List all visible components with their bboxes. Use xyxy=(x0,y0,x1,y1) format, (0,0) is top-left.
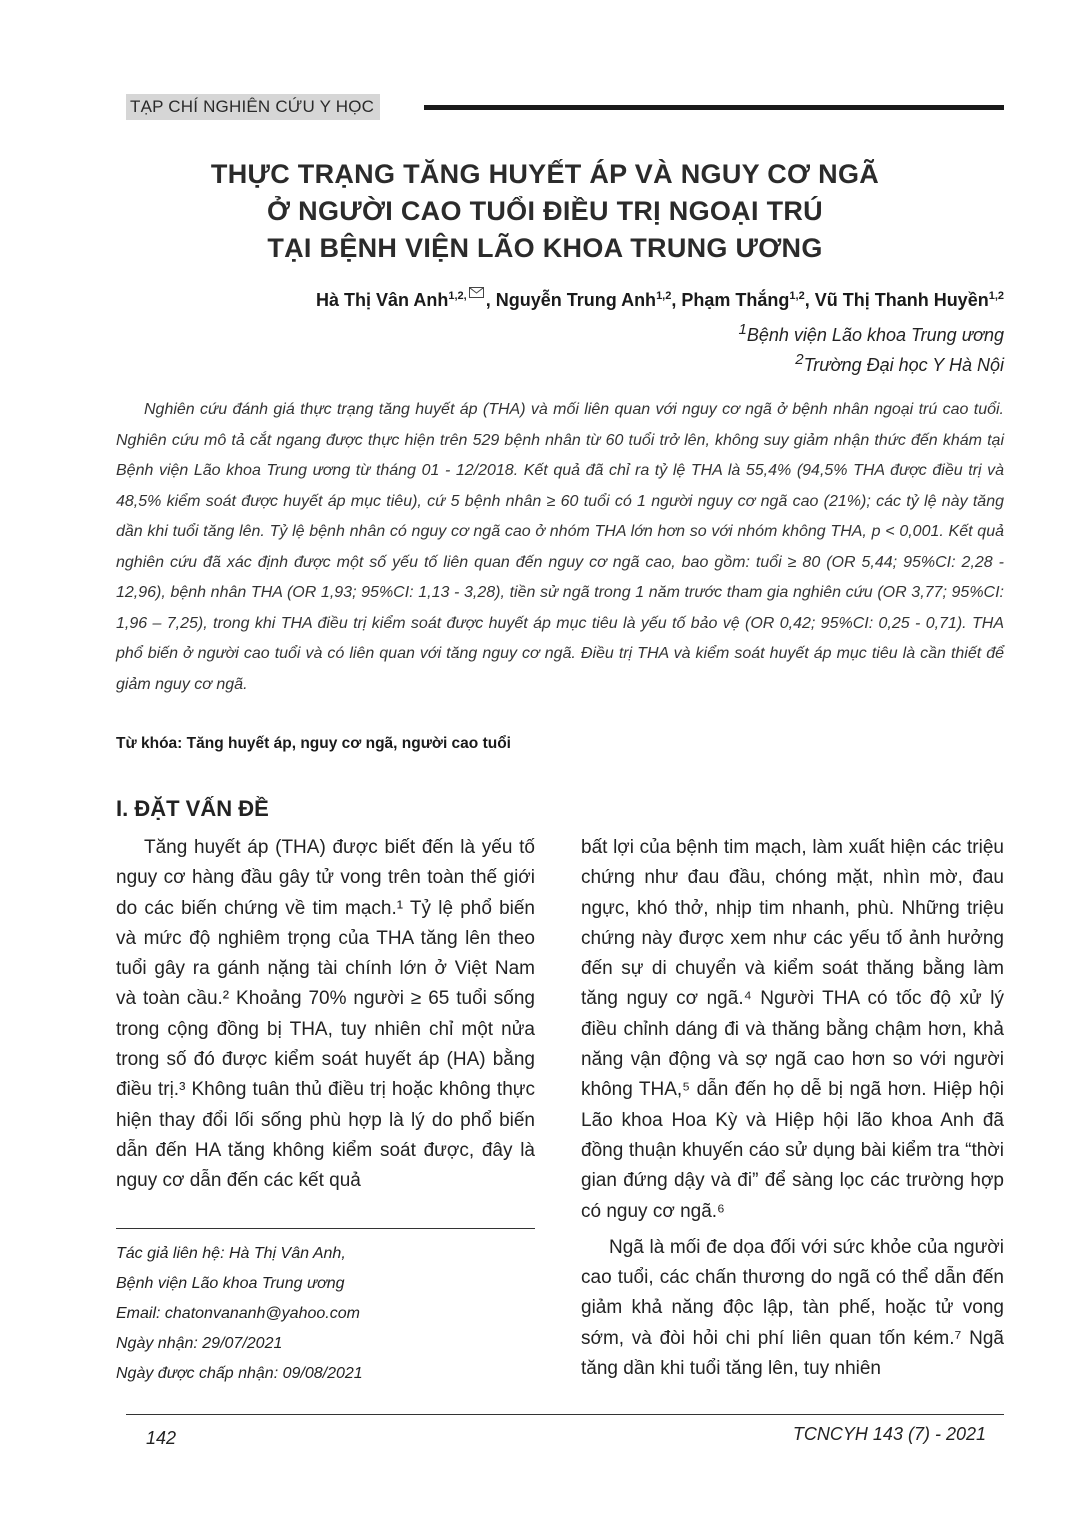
body-paragraph: bất lợi của bệnh tim mạch, làm xuất hiện các triệu chứng như đau đầu, chóng mặt, nhìn mờ, đau ngực, khó thở, nhịp tim nhanh, phù. Những triệu chứng này được xem như các yếu tố ảnh hưởng đến sự di chuyển và kiểm soát thăng bằng làm tăng nguy cơ ngã.⁴ Người THA có tốc độ xử lý điều chỉnh dáng đi và thăng bằng chậm hơn, khả năng vận động và sợ ngã cao hơn so với người không THA,⁵ dẫn đến họ dễ bị ngã hơn. Hiệp hội Lão khoa Hoa Kỳ và Hiệp hội lão khoa Anh đã đồng thuận khuyến cáo sử dụng bài kiểm tra “thời gian đứng dậy và đi” để sàng lọc các trường hợp có nguy cơ ngã.⁶ xyxy=(581,837,1004,1222)
section-heading: I. ĐẶT VẤN ĐỀ xyxy=(116,796,269,821)
body-right-column xyxy=(581,833,1004,1384)
author-name: Hà Thị Vân Anh xyxy=(316,290,449,310)
footer-rule xyxy=(126,1414,1004,1415)
page-number: 142 xyxy=(146,1428,177,1448)
affiliation-name: Trường Đại học Y Hà Nội xyxy=(803,355,1004,375)
footnote-line: Tác giả liên hệ: Hà Thị Vân Anh, xyxy=(116,1245,346,1262)
journal-issue: TCNCYH 143 (7) - 2021 xyxy=(792,1424,986,1444)
title-line-2: Ở NGƯỜI CAO TUỔI ĐIỀU TRỊ NGOẠI TRÚ xyxy=(267,196,823,226)
affiliation-mark: 2 xyxy=(795,351,804,368)
footnote-accepted-date: Ngày được chấp nhận: 09/08/2021 xyxy=(116,1365,363,1382)
author-name: Vũ Thị Thanh Huyền xyxy=(814,290,989,310)
abstract: Nghiên cứu đánh giá thực trạng tăng huyết áp (THA) và mối liên quan với nguy cơ ngã ở bệnh nhân ngoại trú cao tuổi. Nghiên cứu mô tả cắt ngang được thực hiện trên 529 bệnh nhân từ 60 tuổi trở lên, không suy giảm nhận thức đến khám tại Bệnh viện Lão khoa Trung ương từ tháng 01 - 12/2018. Kết quả đã chỉ ra tỷ lệ THA là 55,4% (94,5% THA được điều trị và 48,5% kiểm soát được huyết áp mục tiêu), cứ 5 bệnh nhân ≥ 60 tuổi có 1 người nguy cơ ngã cao (21%); các tỷ lệ này tăng dần khi tuổi tăng lên. Tỷ lệ bệnh nhân có nguy cơ ngã cao ở nhóm THA lớn hơn so với nhóm không THA, p < 0,001. Kết quả nghiên cứu đã xác định được một số yếu tố liên quan đến nguy cơ ngã cao, bao gồm: tuổi ≥ 80 (OR 5,44; 95%CI: 2,28 - 12,96), bệnh nhân THA (OR 1,93; 95%CI: 1,13 - 3,28), tiền sử ngã trong 1 năm trước tham gia nghiên cứu (OR 3,77; 95%CI: 1,96 – 7,25), trong khi THA điều trị kiểm soát được huyết áp mục tiêu là yếu tố bảo vệ (OR 0,42; 95%CI: 0,25 - 0,71). THA phổ biến ở người cao tuổi và có liên quan với tăng nguy cơ ngã. Điều trị THA và kiểm soát huyết áp mục tiêu là cần thiết để giảm nguy cơ ngã. xyxy=(116,401,1004,693)
title-line-1: THỰC TRẠNG TĂNG HUYẾT ÁP VÀ NGUY CƠ NGÃ xyxy=(210,159,880,189)
author-affiliation-mark: 1,2, xyxy=(448,290,467,302)
header-rule xyxy=(424,105,1004,110)
title-line-3: TẠI BỆNH VIỆN LÃO KHOA TRUNG ƯƠNG xyxy=(267,233,823,263)
affiliation-2 xyxy=(795,351,1004,376)
journal-name: TẠP CHÍ NGHIÊN CỨU Y HỌC xyxy=(126,94,380,120)
author-affiliation-mark: 1,2 xyxy=(789,290,805,302)
author-name: Nguyễn Trung Anh xyxy=(495,290,657,310)
footnote-received-date: Ngày nhận: 29/07/2021 xyxy=(116,1335,283,1352)
author-affiliation-mark: 1,2 xyxy=(656,290,672,302)
footnote-rule xyxy=(116,1228,535,1229)
body-paragraph: Ngã là mối đe dọa đối với sức khỏe của người cao tuổi, các chấn thương do ngã có thể dẫn đến giảm khả năng độc lập, tàn phế, hoặc tử vong sớm, và đòi hỏi chi phí liên quan tốn kém.⁷ Ngã tăng dần khi tuổi tăng lên, tuy nhiên xyxy=(581,1236,1004,1380)
affiliation-1 xyxy=(739,321,1004,346)
paper-title xyxy=(0,156,1090,267)
author-affiliation-mark: 1,2 xyxy=(988,290,1004,302)
affiliation-mark: 1 xyxy=(738,321,747,338)
correspondence-footnote xyxy=(116,1239,363,1389)
author-name: Phạm Thắng xyxy=(681,290,790,310)
footnote-line: Bệnh viện Lão khoa Trung ương xyxy=(116,1275,345,1292)
footnote-email: Email: chatonvananh@yahoo.com xyxy=(116,1305,360,1322)
body-left-column: Tăng huyết áp (THA) được biết đến là yếu tố nguy cơ hàng đầu gây tử vong trên toàn thế giới do các biến chứng về tim mạch.¹ Tỷ lệ phổ biến và mức độ nghiêm trọng của THA tăng lên theo tuổi gây ra gánh nặng tài chính lớn ở Việt Nam và toàn cầu.² Khoảng 70% người ≥ 65 tuổi sống trong cộng đồng bị THA, tuy nhiên chỉ một nửa trong số đó được kiểm soát huyết áp (HA) bằng điều trị.³ Không tuân thủ điều trị hoặc không thực hiện thay đổi lối sống phù hợp là lý do phổ biến dẫn đến HA tăng không kiểm soát được, đây là nguy cơ dẫn đến các kết quả xyxy=(116,837,535,1192)
keywords: Từ khóa: Tăng huyết áp, nguy cơ ngã, người cao tuổi xyxy=(116,735,511,752)
affiliation-name: Bệnh viện Lão khoa Trung ương xyxy=(746,325,1004,345)
mail-icon xyxy=(469,287,484,298)
running-header xyxy=(126,94,1004,120)
author-list: Hà Thị Vân Anh$^{1,2,}$ , Nguyễn Trung Anh$^{1,2}$, Phạm Thắng$^{1,2}$, Vũ Thị Thanh Huyền$^{1,2}$ xyxy=(316,290,1004,311)
